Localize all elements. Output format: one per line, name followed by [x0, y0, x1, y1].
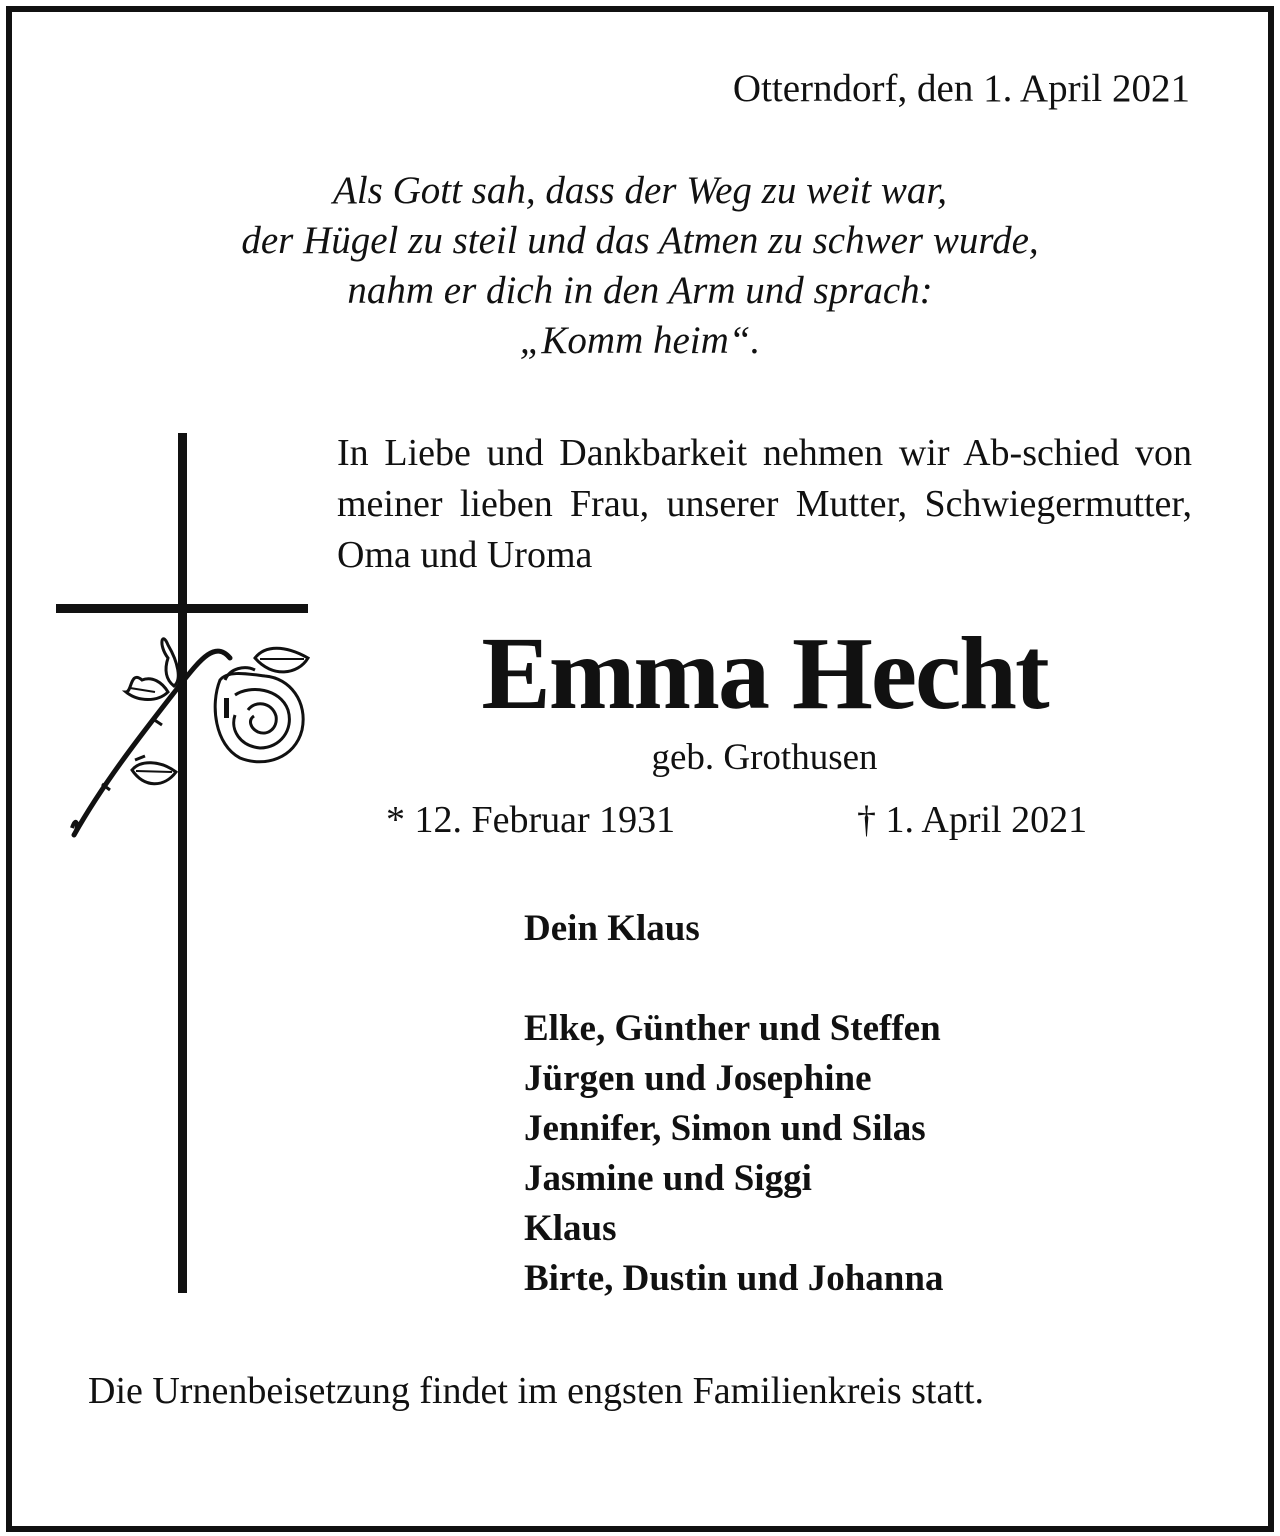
spouse-signature: Dein Klaus	[524, 908, 700, 949]
poem-line: der Hügel zu steil und das Atmen zu schwer wurde,	[241, 219, 1039, 262]
family-member: Klaus	[524, 1208, 617, 1249]
birth-date: * 12. Februar 1931	[386, 799, 676, 841]
poem-line: Als Gott sah, dass der Weg zu weit war,	[333, 169, 947, 212]
family-member: Jennifer, Simon und Silas	[524, 1108, 926, 1149]
maiden-name: geb. Grothusen	[651, 737, 878, 778]
signature-spacer	[524, 954, 943, 1004]
family-member: Jürgen und Josephine	[524, 1058, 872, 1099]
burial-note: Die Urnenbeisetzung findet im engsten Familienkreis statt.	[88, 1370, 984, 1412]
family-member: Elke, Günther und Steffen	[524, 1008, 941, 1049]
family-member: Jasmine und Siggi	[524, 1158, 812, 1199]
poem	[90, 166, 1190, 366]
poem-line: nahm er dich in den Arm und sprach:	[347, 269, 933, 312]
place-date: Otterndorf, den 1. April 2021	[732, 67, 1190, 110]
deceased-name: Emma Hecht	[481, 616, 1048, 731]
death-date: † 1. April 2021	[857, 799, 1088, 841]
family-signatures	[524, 904, 943, 1304]
intro-text: In Liebe und Dankbarkeit nehmen wir Ab-schied von meiner lieben Frau, unserer Mutter, Schwiegermutter, Oma und Uroma	[337, 432, 1192, 576]
poem-line: „Komm heim“.	[519, 319, 761, 362]
family-member: Birte, Dustin und Johanna	[524, 1258, 944, 1299]
cross-with-rose-icon	[50, 430, 320, 1300]
